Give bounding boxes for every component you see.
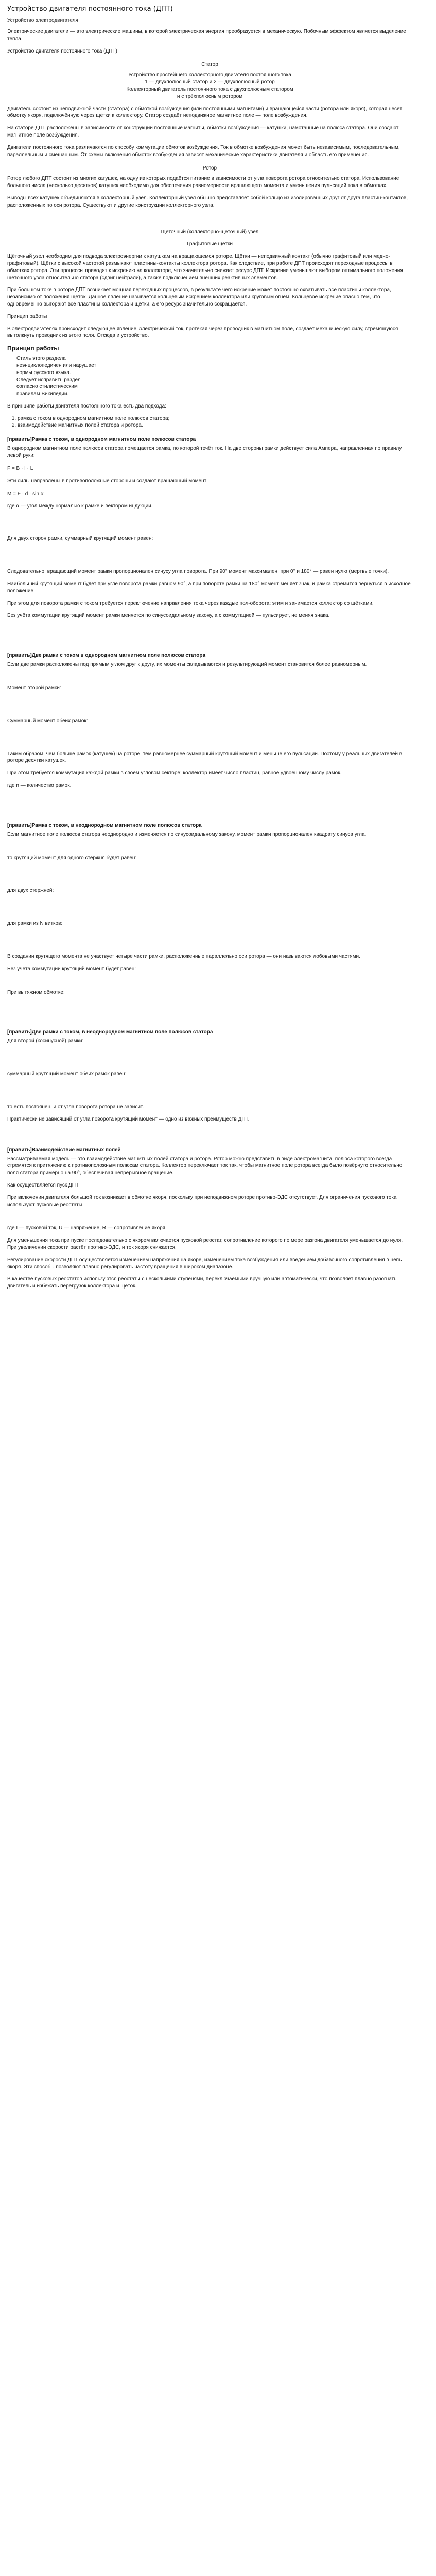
section-text: Если магнитное поле полюсов статора неоднородно и изменяется по синусоидальному закону, момент рамки пропорционален квадрату синуса угла. [7,831,367,837]
section-text: Без учёта коммутации крутящий момент будет равен: [7,965,136,972]
principle-title: Принцип работы [7,345,59,352]
brush-paragraph-1: Щёточный узел необходим для подвода электроэнергии к катушкам на вращающемся роторе. Щётки — неподвижный контакт (обычно графитовый или медно-графитовый). Щётки с высокой частотой размыкают пластины-контакты коллектора ротора. Как следствие, при работе ДПТ происходят переходные процессы в обмотках ротора. Эти процессы приводят к искрению на коллекторе, что значительно снижает ресурс ДПТ. Искрение уменьшают выбором оптимального положения щёточного узла относительно статора (сдвиг нейтрали), а также подключением внешних реактивных элементов. [7,253,403,281]
notice-line: Стиль этого раздела [16,355,66,362]
section-text: Практически не зависящий от угла поворота крутящий момент — одно из важных преимуществ ДПТ. [7,1116,250,1122]
notice-line: согласно стилистическим [16,384,78,390]
types-list [18,415,412,430]
document [0,0,421,1300]
section-text: Регулирование скорости ДПТ осуществляется изменением напряжения на якоре, изменением тока возбуждения или введением добавочного сопротивления в цепь якоря. Эти способы позволяют плавно регулировать частоту вращения в широком диапазоне. [7,1257,402,1270]
list-item: 1. рамка с током в однородном магнитном поле полюсов статора; [18,415,412,422]
notice-line: нормы русского языка. [16,369,71,376]
section-text: При этом для поворота рамки с током требуется переключение направления тока через каждые пол-оборота: этим и занимается коллектор со щётками. [7,600,374,606]
rotor-paragraph-2: Выводы всех катушек объединяются в коллекторный узел. Коллекторный узел обычно представляет собой кольцо из изолированных друг от друга пластин-контактов, расположенных по оси ротора. Существуют и другие конструкции коллекторного узла. [7,195,408,208]
stator-caption: Устройство простейшего коллекторного двигателя постоянного тока 1 — двухполюсный статор и 2 — двухполюсный ротор Коллекторный двигатель постоянного тока с двухполюсным статором и с трёхполюсным ротором [126,72,293,99]
section-text: Рассматриваемая модель — это взаимодействие магнитных полей статора и ротора. Ротор можно представить в виде электромагнита, полюса которого всегда стремятся к притяжению к противоположным полюсам статора. Коллектор переключает ток так, чтобы магнитное поле ротора всегда было повёрнуто относительно поля статора примерно на 90°, обеспечивая непрерывное вращение. [7,1156,403,1176]
formula: M = F · d · sin α [7,490,44,497]
notice-line: неэнциклопедичен или нарушает [16,362,96,368]
section-text: При вытяжном обмотке: [7,989,65,995]
section-text: Эти силы направлены в противоположные стороны и создают вращающий момент: [7,478,208,484]
section-text: Следовательно, вращающий момент рамки пропорционален синусу угла поворота. При 90° момент максимален, при 0° и 180° — равен нулю (мёртвые точки). [7,569,389,575]
section-text: В однородном магнитном поле полюсов статора помещается рамка, по которой течёт ток. На две стороны рамки действует сила Ампера, направленная по правилу левой руки: [7,446,402,459]
breadcrumb[interactable]: Устройство электродвигателя [7,18,78,23]
intro-paragraph-2: Устройство двигателя постоянного тока (ДПТ) [7,48,117,54]
section-text: суммарный крутящий момент обеих рамок равен: [7,1071,127,1077]
stator-paragraph-3: Двигатели постоянного тока различаются по способу коммутации обмоток возбуждения. Ток в обмотке возбуждения может быть независимым, последовательным, параллельным и смешанным. От схемы включения обмоток возбуждения зависят механические характеристики двигателя и область его применения. [7,144,400,158]
page-title: Устройство двигателя постоянного тока (ДПТ) [7,5,173,13]
section-heading[interactable]: [править]Взаимодействие магнитных полей [7,1147,121,1153]
section-text: Наибольший крутящий момент будет при угле поворота рамки равном 90°, а при повороте рамки на 180° момент меняет знак, и рамка стремится вернуться в исходное положение. [7,581,411,594]
section-text: Как осуществляется пуск ДПТ [7,1182,79,1188]
section-text: В создании крутящего момента не участвует четыре части рамки, расположенные параллельно оси ротора — они называются лобовыми частями. [7,954,360,960]
rotor-paragraph-1: Ротор любого ДПТ состоит из многих катушек, на одну из которых подаётся питание в зависимости от угла поворота ротора относительно статора. Использование большого числа (несколько десятков) катушек необходимо для обеспечения равномерности вращающего момента и уменьшения пульсаций тока в обмотках. [7,176,399,189]
types-intro: В принципе работы двигателя постоянного тока есть два подхода: [7,403,166,409]
formula: F = B · I · L [7,465,33,471]
section-text: Для уменьшения тока при пуске последовательно с якорем включается пусковой реостат, сопротивление которого по мере разгона двигателя уменьшается до нуля. При увеличении скорости растёт противо-ЭДС, и ток якоря снижается. [7,1238,403,1250]
rotor-title: Ротор [202,165,217,172]
section-text: где α — угол между нормалью к рамке и вектором индукции. [7,503,153,509]
brush-paragraph-2: При большом токе в роторе ДПТ возникает мощная переходных процессов, в результате чего искрение может постоянно охватывать все пластины коллектора, независимо от положения щёток. Данное явление называется кольцевым искрением коллектора или круговым огнём. Кольцевое искрение опасно тем, что одновременно выгорают все пластины коллектора и щётки, а его ресурс значительно сокращается. [7,287,391,307]
brush-paragraph-3: Принцип работы [7,313,47,319]
list-item: 2. взаимодействие магнитных полей статора и ротора. [18,422,412,429]
section-text: то крутящий момент для одного стержня будет равен: [7,855,137,861]
section-text: Суммарный момент обеих рамок: [7,718,88,724]
section-heading[interactable]: [править]Две рамки с током в однородном магнитном поле полюсов статора [7,653,205,659]
stator-paragraph-2: На статоре ДПТ расположены в зависимости от конструкции постоянные магниты, обмотки возбуждения — катушки, намотанные на полюса статора. Они создают магнитное поле возбуждения. [7,125,399,138]
brush-paragraph-4: В электродвигателях происходит следующее явление: электрический ток, протекая через проводник в магнитном поле, создаёт механическую силу, стремящуюся вытолкнуть проводник из этого поля. Отсюда и устройство. [7,326,398,339]
graphite-title: Графитовые щётки [187,241,233,247]
section-text: Момент второй рамки: [7,685,61,691]
section-text: Таким образом, чем больше рамок (катушек) на роторе, тем равномернее суммарный крутящий момент и меньше его пульсации. Поэтому у реальных двигателей в роторе десятки катушек. [7,751,403,764]
section-text: В качестве пусковых реостатов используются реостаты с несколькими ступенями, переключаемыми вручную или автоматически, что позволяет плавно разогнать двигатель и избежать перегрузок коллектора и щёток. [7,1276,397,1290]
notice-line[interactable]: Следует исправить раздел [16,377,81,383]
section-text: где n — количество рамок. [7,783,72,789]
section-text: то есть постоянен, и от угла поворота ротора не зависит. [7,1104,144,1110]
section-text: Для двух сторон рамки, суммарный крутящий момент равен: [7,536,153,542]
brush-caption: Щёточный (коллекторно-щёточный) узел [161,229,259,235]
section-text: При включении двигателя большой ток возникает в обмотке якоря, поскольку при неподвижном роторе противо-ЭДС отсутствует. Для ограничения пускового тока используют пусковые реостаты. [7,1194,397,1208]
section-heading[interactable]: [править]Рамка с током, в однородном магнитном поле полюсов статора [7,437,196,443]
section-heading[interactable]: [править]Две рамки с током, в неоднородном магнитном поле полюсов статора [7,1029,213,1036]
section-text: для рамки из N витков: [7,921,63,927]
intro-paragraph-1: Электрические двигатели — это электрические машины, в которой электрическая энергия преобразуется в механическую. Побочным эффектом является выделение тепла. [7,29,406,42]
section-text: для двух стержней: [7,888,54,894]
section-text: где I — пусковой ток, U — напряжение, R — сопротивление якоря. [7,1225,167,1231]
stator-title: Статор [201,62,218,68]
section-text: Без учёта коммутации крутящий момент рамки меняется по синусоидальному закону, а с коммутацией — пульсирует, не меняя знака. [7,613,330,619]
style-notice [16,355,412,398]
section-text: При этом требуется коммутация каждой рамки в своём угловом секторе; коллектор имеет число пластин, равное удвоенному числу рамок. [7,770,342,776]
notice-line: правилам Википедии. [16,391,69,397]
section-text: Для второй (косинусной) рамки: [7,1038,84,1044]
section-text: Если две рамки расположены под прямым углом друг к другу, их моменты складываются и результирующий момент становится более равномерным. [7,662,367,668]
stator-paragraph-1: Двигатель состоит из неподвижной части (статора) с обмоткой возбуждения (или постоянными магнитами) и вращающейся части (ротора или якоря), которая несёт обмотку якоря, подключённую через щётки к коллектору. Статор создаёт неподвижное магнитное поле — поле возбуждения. [7,106,403,119]
section-heading[interactable]: [править]Рамка с током, в неоднородном магнитном поле полюсов статора [7,822,202,828]
